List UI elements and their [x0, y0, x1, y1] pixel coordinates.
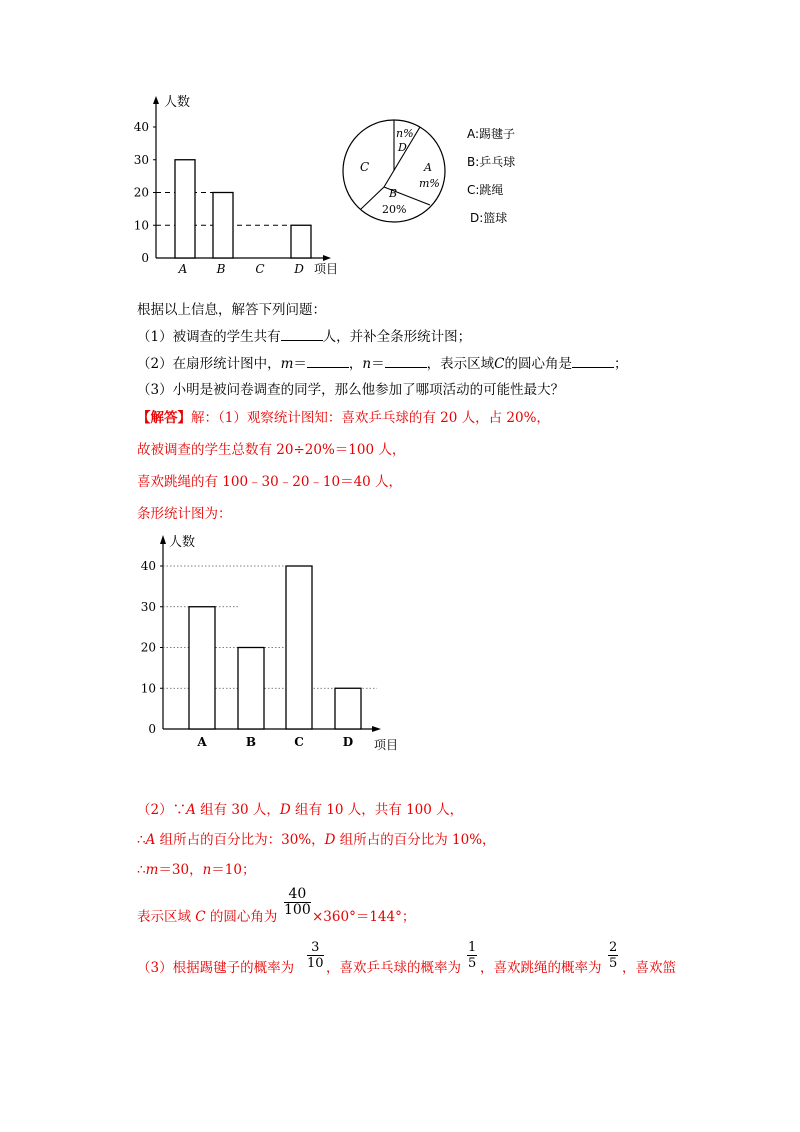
y-tick-label: 0 [141, 251, 149, 265]
bar-chart-1 [130, 90, 360, 280]
x-axis-label: 项目 [314, 262, 339, 276]
y-tick-label: 10 [133, 218, 149, 233]
bar-a [175, 160, 195, 258]
answer-part2-line4-end: ×360°＝144°； [312, 909, 416, 925]
answer-blank [385, 353, 427, 368]
legend-item: C:跳绳 [467, 183, 504, 197]
answer-part2-line1: （2）∵A 组有 30 人，D 组有 10 人，共有 100 人， [137, 802, 464, 818]
category-label: D [342, 735, 354, 749]
question-2: （2）在扇形统计图中，m＝ ，n＝ ，表示区域C的圆心角是 ； [137, 353, 627, 374]
legend-item: B:乒乓球 [467, 155, 516, 169]
category-label: C [294, 735, 304, 749]
answer-blank [281, 326, 323, 341]
x-axis-label: 项目 [374, 738, 399, 752]
fraction-2-5: $\frac{2}{5}$ [609, 940, 618, 971]
answer-3: 喜欢跳绳的有 100﹣30﹣20﹣10＝40 人， [137, 474, 403, 490]
category-label: B [216, 262, 226, 276]
intro-text: 根据以上信息，解答下列问题： [137, 302, 326, 318]
answer-1: 【解答】解：（1）观察统计图知：喜欢乒乓球的有 20 人，占 20%， [137, 410, 550, 426]
pie-legend [467, 120, 515, 232]
bar-d [291, 225, 311, 258]
answer-part3-c: ，喜欢跳绳的概率为 [480, 960, 602, 976]
answer-4: 条形统计图为： [137, 506, 232, 522]
category-label: A [197, 735, 207, 749]
pie-divider [361, 187, 384, 209]
y-tick-label: 20 [140, 640, 156, 655]
fraction-1-5: $\frac{1}{5}$ [468, 940, 477, 971]
bar-b [238, 648, 264, 730]
y-tick-label: 40 [133, 120, 149, 134]
slice-label-a: A [424, 161, 432, 174]
y-axis-arrow [160, 535, 166, 544]
y-tick-label: 10 [140, 681, 156, 696]
y-axis-label: 人数 [164, 95, 191, 110]
slice-label-a-value: m% [419, 177, 440, 190]
slice-label-c: C [360, 160, 370, 174]
answer-tag: 【解答】 [137, 410, 191, 426]
y-tick-label: 30 [140, 599, 156, 614]
bar-chart-2 [138, 530, 408, 755]
bar-b [213, 193, 233, 259]
question-3: （3）小明是被问卷调查的同学，那么他参加了哪项活动的可能性最大？ [137, 382, 565, 398]
answer-part3-a: （3）根据踢毽子的概率为 [137, 960, 295, 976]
fraction-40-100: $\frac{40}{100}$ [284, 886, 311, 918]
answer-blank [572, 353, 614, 368]
y-tick-label: 30 [133, 152, 149, 167]
question-1: （1）被调查的学生共有 人，并补全条形统计图； [137, 326, 471, 347]
answer-part2-line2: ∴A 组所占的百分比为：30%，D 组所占的百分比为 10%， [137, 832, 496, 848]
category-label: B [245, 735, 257, 749]
legend-item: A:踢毽子 [467, 127, 516, 141]
pie-chart [340, 115, 450, 227]
x-axis-arrow [323, 255, 331, 261]
category-label: C [255, 262, 265, 276]
bar-c [286, 566, 312, 729]
bar-d [335, 688, 361, 729]
legend-item: D:篮球 [470, 211, 508, 225]
answer-part2-line3: ∴m＝30，n＝10； [137, 862, 256, 878]
answer-blank [307, 353, 349, 368]
answer-part3-b: ，喜欢乒乓球的概率为 [326, 960, 461, 976]
x-axis-arrow [372, 726, 381, 732]
y-tick-label: 0 [148, 722, 156, 736]
category-label: A [178, 262, 188, 276]
answer-2: 故被调查的学生总数有 20÷20%＝100 人， [137, 442, 406, 458]
bar-a [189, 607, 215, 729]
y-axis-arrow [153, 96, 159, 104]
y-tick-label: 40 [140, 559, 156, 573]
answer-part3-d: ，喜欢篮 [622, 960, 676, 976]
fraction-3-10: $\frac{3}{10}$ [307, 940, 324, 971]
slice-label-b: B [389, 187, 398, 200]
answer-part2-line4: 表示区域 C 的圆心角为 [137, 909, 278, 925]
slice-label-d: D [398, 141, 407, 154]
slice-label-d-value: n% [396, 127, 414, 140]
y-tick-label: 20 [133, 185, 149, 200]
category-label: D [294, 262, 304, 276]
y-axis-label: 人数 [169, 535, 196, 550]
slice-label-b-value: 20% [382, 203, 407, 216]
